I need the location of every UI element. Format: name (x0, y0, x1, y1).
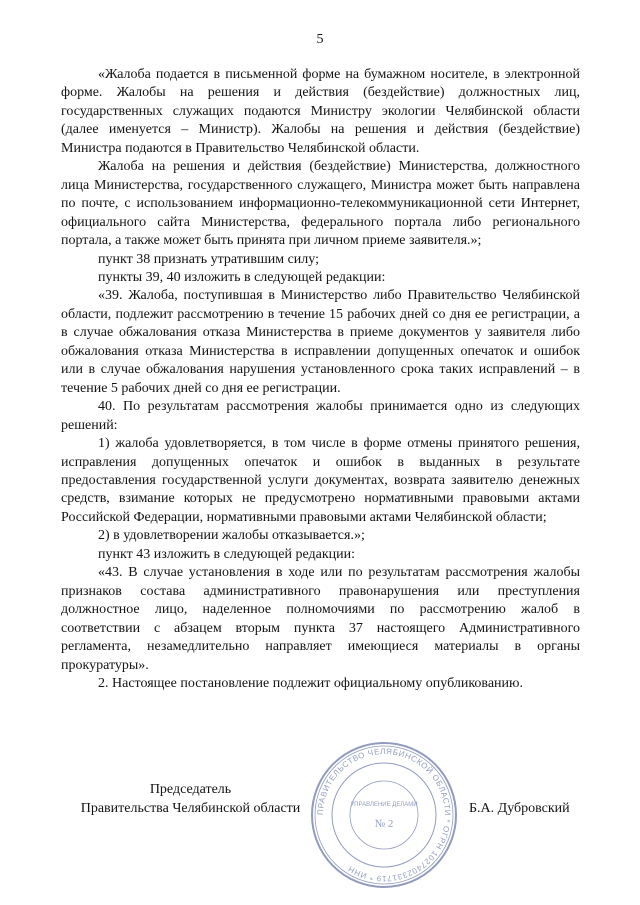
paragraph-publication: 2. Настоящее постановление подлежит официальному опубликованию. (98, 675, 523, 691)
signatory-position-line2: Правительства Челябинской области (80, 801, 301, 816)
paragraph-item-38: пункт 38 признать утратившим силу; (98, 251, 319, 267)
official-seal (309, 740, 459, 890)
paragraph-items-39-40-intro: пункты 39, 40 изложить в следующей редакции: (98, 269, 386, 285)
document-body (61, 66, 580, 693)
signatory-name: Б.А. Дубровский (469, 801, 570, 816)
paragraph-complaint-channels: Жалоба на решения и действия (бездействие) Министерства, должностного лица Министерства, государственного служащего, Министра может быть направлена по почте, с использованием информационно-телекоммуникационной сети Интернет, официального сайта Министерства, федерального портала либо регионального портала, а также может быть принята при личном приеме заявителя.»; (61, 159, 580, 249)
paragraph-complaint-form: «Жалоба подается в письменной форме на бумажном носителе, в электронной форме. Жалобы на решения и действия (бездействие) должностных лиц, государственных служащих подаются Министру экологии Челябинской области (далее именуется – Министр). Жалобы на решения и действия (бездействие) Министра подаются в Правительство Челябинской области. (61, 67, 580, 156)
paragraph-item-43-intro: пункт 43 изложить в следующей редакции: (98, 546, 355, 562)
svg-text:УПРАВЛЕНИЕ ДЕЛАМИ: УПРАВЛЕНИЕ ДЕЛАМИ (350, 802, 418, 808)
signatory-position-line1: Председатель (149, 782, 232, 797)
paragraph-item-40: 40. По результатам рассмотрения жалобы принимается одно из следующих решений: (61, 399, 580, 433)
paragraph-decision-2: 2) в удовлетворении жалобы отказывается.»; (98, 528, 365, 544)
paragraph-decision-1: 1) жалоба удовлетворяется, в том числе в форме отмены принятого решения, исправления допущенных опечаток и ошибок в выданных в результате предоставления государственной услуги документах, возврата заявителю денежных средств, взимание которых не предусмотрено нормативными правовыми актами Российской Федерации, нормативными правовыми актами Челябинской области; (61, 436, 580, 525)
svg-text:ПРАВИТЕЛЬСТВО ЧЕЛЯБИНСКОЙ ОБЛА: ПРАВИТЕЛЬСТВО ЧЕЛЯБИНСКОЙ ОБЛАСТИ * ОГРН 1027402331719 * ИНН (315, 746, 453, 884)
signatory-position (68, 780, 313, 818)
paragraph-item-39: «39. Жалоба, поступившая в Министерство либо Правительство Челябинской области, подлежит рассмотрению в течение 15 рабочих дней со дня ее регистрации, а в случае обжалования отказа Министерства в приеме документов у заявителя либо обжалования отказа Министерства в исправлении допущенных опечаток и ошибок или в случае обжалования нарушения установленного срока таких исправлений – в течение 5 рабочих дней со дня ее регистрации. (61, 288, 580, 396)
page-number: 5 (316, 32, 324, 47)
paragraph-item-43: «43. В случае установления в ходе или по результатам рассмотрения жалобы признаков состава административного правонарушения или преступления должностное лицо, наделенное полномочиями по рассмотрению жалоб в соответствии с абзацем вторым пункта 37 настоящего Административного регламента, незамедлительно направляет имеющиеся материалы в органы прокуратуры». (61, 565, 580, 673)
svg-text:№ 2: № 2 (374, 818, 394, 830)
